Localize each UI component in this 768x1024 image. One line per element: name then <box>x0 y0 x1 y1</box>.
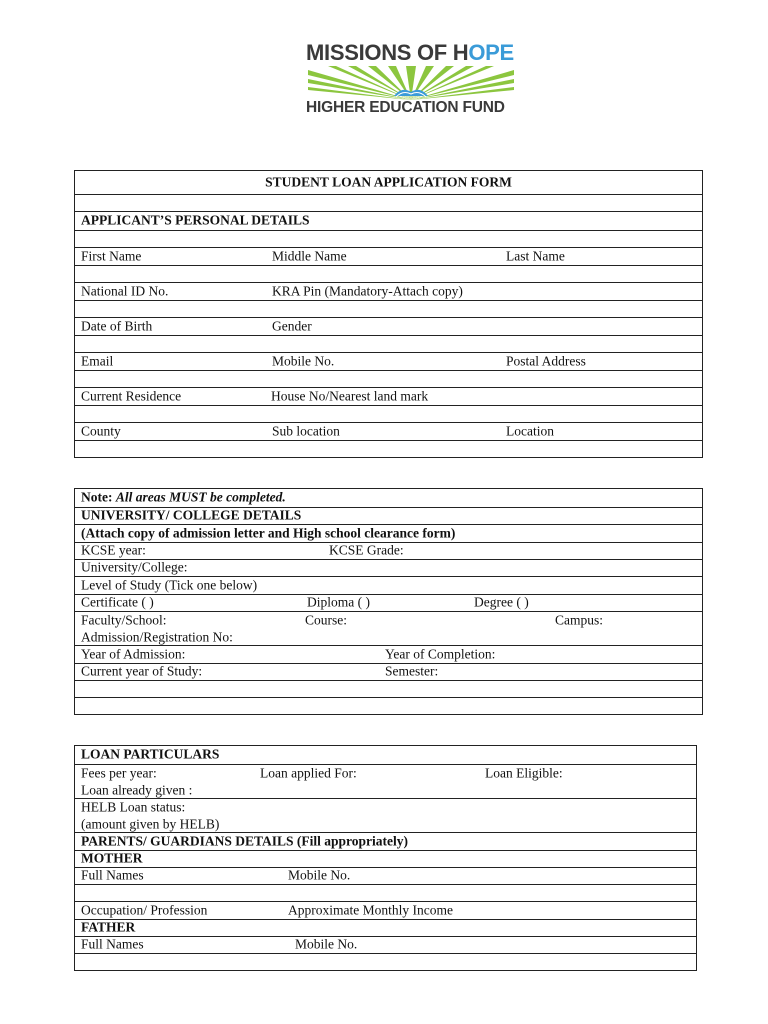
level-options-row <box>75 594 702 611</box>
middle-name-label: Middle Name <box>272 248 347 264</box>
year-of-completion-label: Year of Completion: <box>385 646 496 662</box>
monthly-income-label: Approximate Monthly Income <box>288 902 453 918</box>
residence-row <box>75 387 702 405</box>
faculty-row[interactable] <box>75 611 702 645</box>
note-label: Note: <box>81 489 113 505</box>
last-name-label: Last Name <box>506 248 565 264</box>
mother-heading-row <box>75 850 696 867</box>
location-label: Location <box>506 423 554 439</box>
loan-eligible-label: Loan Eligible: <box>485 765 563 781</box>
email-label: Email <box>81 353 114 369</box>
fees-row[interactable] <box>75 764 696 798</box>
missions-of-hope-logo <box>300 38 520 120</box>
admission-no-label: Admission/Registration No: <box>81 629 233 645</box>
logo-title-part1: MISSIONS OF H <box>306 40 469 65</box>
kra-pin-label: KRA Pin (Mandatory-Attach copy) <box>272 283 463 299</box>
dob-input-row[interactable] <box>75 335 702 352</box>
blank-row[interactable] <box>75 230 702 247</box>
parents-heading-row <box>75 832 696 850</box>
course-label: Course: <box>305 612 347 628</box>
father-heading-row <box>75 919 696 936</box>
father-heading: FATHER <box>81 919 136 935</box>
first-name-label: First Name <box>81 248 142 264</box>
blank-row[interactable] <box>75 194 702 211</box>
occupation-label: Occupation/ Profession <box>81 902 208 918</box>
house-no-label: House No/Nearest land mark <box>271 388 429 404</box>
county-row <box>75 422 702 440</box>
county-input-row[interactable] <box>75 440 702 457</box>
father-names-row <box>75 936 696 953</box>
sub-location-label: Sub location <box>272 423 340 439</box>
national-id-label: National ID No. <box>81 283 169 299</box>
father-mobile-label: Mobile No. <box>295 936 358 952</box>
helb-row[interactable] <box>75 798 696 832</box>
campus-label: Campus: <box>555 612 604 628</box>
county-label: County <box>81 423 121 439</box>
blank-row[interactable] <box>75 697 702 714</box>
current-year-label: Current year of Study: <box>81 663 203 679</box>
gender-label: Gender <box>272 318 312 334</box>
residence-input-row[interactable] <box>75 405 702 422</box>
attach-instruction: (Attach copy of admission letter and High school clearance form) <box>81 525 456 541</box>
helb-amount-label: (amount given by HELB) <box>81 816 220 832</box>
postal-address-label: Postal Address <box>506 353 586 369</box>
university-heading: UNIVERSITY/ COLLEGE DETAILS <box>81 507 302 523</box>
personal-details-table <box>74 170 703 458</box>
mother-heading: MOTHER <box>81 850 143 866</box>
logo-subtitle: HIGHER EDUCATION FUND <box>306 99 505 116</box>
occupation-row <box>75 901 696 919</box>
year-of-admission-label: Year of Admission: <box>81 646 186 662</box>
logo-title <box>306 40 514 66</box>
faculty-label: Faculty/School: <box>81 612 167 628</box>
mother-names-row <box>75 867 696 884</box>
parents-heading: PARENTS/ GUARDIANS DETAILS (Fill appropriately) <box>81 833 409 849</box>
university-label: University/College: <box>81 559 188 575</box>
loan-particulars-table <box>74 745 697 971</box>
kcse-grade-label: KCSE Grade: <box>329 542 404 558</box>
residence-label: Current Residence <box>81 388 182 404</box>
diploma-checkbox[interactable]: Diploma ( ) <box>307 594 370 610</box>
current-year-row[interactable] <box>75 663 702 680</box>
level-of-study-label: Level of Study (Tick one below) <box>81 577 258 593</box>
id-input-row[interactable] <box>75 300 702 317</box>
fees-per-year-label: Fees per year: <box>81 765 157 781</box>
name-row <box>75 247 702 265</box>
kcse-year-label: KCSE year: <box>81 542 146 558</box>
dob-row <box>75 317 702 335</box>
contact-row <box>75 352 702 370</box>
contact-input-row[interactable] <box>75 370 702 387</box>
loan-already-given-label: Loan already given : <box>81 782 193 798</box>
personal-heading-row <box>75 211 702 230</box>
admission-year-row[interactable] <box>75 645 702 663</box>
loan-heading-row <box>75 746 696 764</box>
form-title-row <box>75 171 702 194</box>
university-details-table <box>74 488 703 715</box>
logo-title-part2: PE <box>485 40 514 65</box>
father-input-row[interactable] <box>75 953 696 970</box>
sunburst-book-icon <box>306 66 516 100</box>
mother-input-row[interactable] <box>75 884 696 901</box>
mother-mobile-label: Mobile No. <box>288 867 351 883</box>
father-full-names-label: Full Names <box>81 936 144 952</box>
note-text: All areas MUST be completed. <box>115 489 286 505</box>
mobile-label: Mobile No. <box>272 353 335 369</box>
helb-status-label: HELB Loan status: <box>81 799 186 815</box>
level-row <box>75 576 702 594</box>
certificate-checkbox[interactable]: Certificate ( ) <box>81 594 154 610</box>
mother-full-names-label: Full Names <box>81 867 144 883</box>
university-row[interactable] <box>75 559 702 576</box>
form-title: STUDENT LOAN APPLICATION FORM <box>265 174 512 190</box>
loan-applied-label: Loan applied For: <box>260 765 357 781</box>
degree-checkbox[interactable]: Degree ( ) <box>474 594 529 610</box>
name-input-row[interactable] <box>75 265 702 282</box>
id-row <box>75 282 702 300</box>
note-row <box>75 489 702 507</box>
loan-heading: LOAN PARTICULARS <box>81 746 220 762</box>
semester-label: Semester: <box>385 663 439 679</box>
blank-row[interactable] <box>75 680 702 697</box>
logo-o-globe-icon: O <box>468 40 486 65</box>
dob-label: Date of Birth <box>81 318 153 334</box>
kcse-row[interactable] <box>75 542 702 559</box>
personal-heading: APPLICANT’S PERSONAL DETAILS <box>81 212 310 228</box>
attach-row <box>75 524 702 542</box>
university-heading-row <box>75 507 702 524</box>
